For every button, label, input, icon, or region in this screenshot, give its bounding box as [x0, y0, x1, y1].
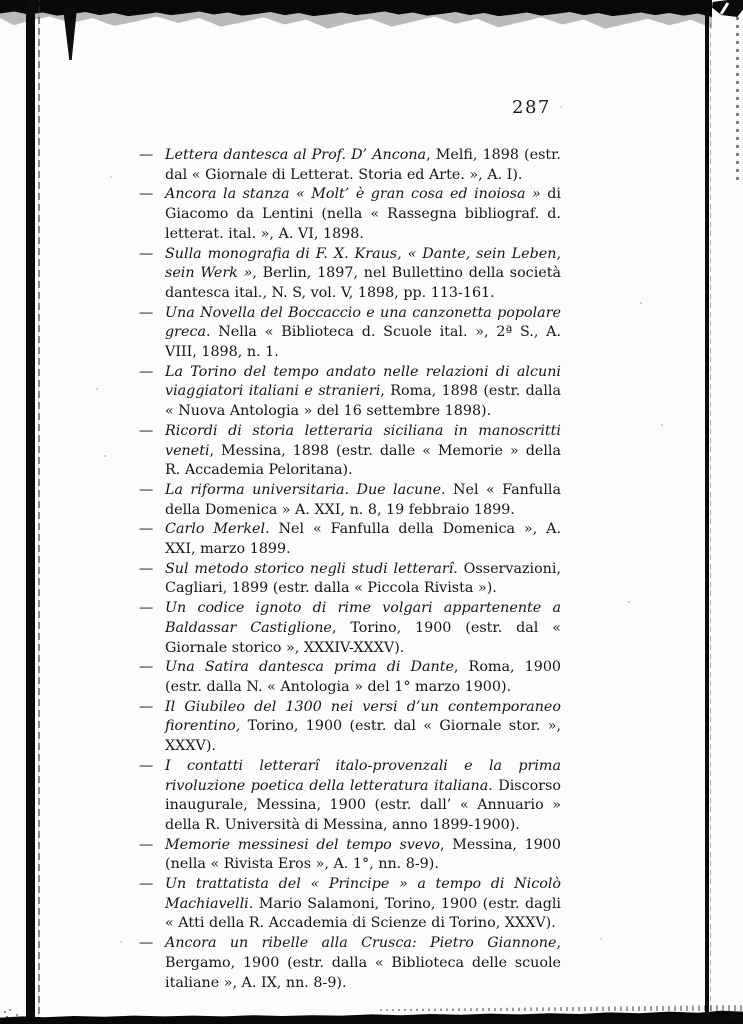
- entry-details: Torino, 1900 (estr. dal « Giornale stor. », XXXV).: [165, 718, 561, 755]
- entry-title: Sulla monografia di F. X. Kraus, « Dante, sein Leben, sein Werk »: [165, 245, 561, 282]
- entry-dash: —: [139, 600, 154, 617]
- entry-dash: —: [139, 876, 154, 893]
- entry-dash: —: [139, 560, 154, 577]
- entry-title: Una Novella del Boccaccio e una canzonetta popolare greca.: [165, 304, 561, 341]
- bibliography-entry: [139, 422, 561, 481]
- entry-title: Ancora la stanza « Molt’ è gran cosa ed inoiosa »: [165, 186, 541, 203]
- entry-details: Discorso inaugurale, Messina, 1900 (estr. dall’ « Annuario » della R. Università di Messina, anno 1899-1900).: [165, 777, 561, 833]
- bibliography-entry: [139, 520, 561, 559]
- entry-title: Memorie messinesi del tempo svevo: [165, 836, 441, 853]
- entry-title: Un trattatista del « Principe » a tempo di Nicolò Machiavelli.: [165, 876, 561, 912]
- entry-dash: —: [139, 186, 154, 203]
- entry-details: , Roma, 1898 (estr. dalla « Nuova Antologia » del 16 settembre 1898).: [165, 383, 561, 420]
- bibliography-entry: [139, 934, 561, 993]
- scan-specks: [0, 0, 2, 2]
- bibliography-entry: [139, 245, 561, 304]
- entry-title: Ricordi di storia letteraria siciliana in manoscritti veneti: [165, 422, 561, 459]
- entry-details: , Bergamo, 1900 (estr. dalla « Biblioteca delle scuole italiane », A. IX, nn. 8-9).: [165, 935, 561, 991]
- entry-details: , Messina, 1898 (estr. dalle « Memorie » della R. Accademia Peloritana).: [165, 442, 561, 479]
- entry-details: Nel « Fanfulla della Domenica », A. XXI, marzo 1899.: [165, 521, 561, 558]
- bibliography-entry: [139, 481, 561, 520]
- scan-left-gray-line: [38, 0, 40, 1014]
- bibliography-entry: [139, 698, 561, 757]
- bibliography-entry: [139, 560, 561, 599]
- scan-right-edge-dots: [736, 0, 739, 180]
- entry-title: Ancora un ribelle alla Crusca: Pietro Giannone: [165, 935, 557, 952]
- bibliography-entry: [139, 599, 561, 658]
- entry-dash: —: [139, 245, 154, 262]
- entry-dash: —: [139, 363, 154, 380]
- scan-top-streak: [63, 8, 77, 60]
- entry-title: La Torino del tempo andato nelle relazioni di alcuni viaggiatori italiani e stranieri: [165, 363, 561, 400]
- page-number: 287: [512, 97, 551, 118]
- bibliography-entry: [139, 185, 561, 244]
- bibliography-entry: [139, 658, 561, 697]
- entry-details: di Giacomo da Lentini (nella « Rassegna bibliograf. d. letterat. ital. », A. VI, 1898.: [165, 186, 561, 242]
- entry-dash: —: [139, 304, 154, 321]
- scan-left-edge-line: [26, 0, 35, 1017]
- bibliography-entry: [139, 146, 561, 185]
- bibliography-list: [139, 146, 561, 993]
- entry-dash: —: [139, 481, 154, 498]
- entry-details: , Messina, 1900 (nella « Rivista Eros », A. 1°, nn. 8-9).: [165, 836, 561, 873]
- entry-dash: —: [139, 147, 154, 163]
- bibliography-entry: [139, 304, 561, 363]
- bibliography-entry: [139, 757, 561, 836]
- scan-bottom-left-speckle: [2, 1018, 4, 1020]
- bibliography-entry: [139, 363, 561, 422]
- entry-dash: —: [139, 521, 154, 538]
- entry-title: I contatti letterarî italo-provenzali e la prima rivoluzione poetica della letteratura italiana.: [165, 757, 561, 794]
- scan-bottom-edge-noise: [380, 1005, 743, 1011]
- entry-title: Il Giubileo del 1300 nei versi d’un contemporaneo fiorentino,: [165, 698, 561, 735]
- entry-title: Una Satira dantesca prima di Dante: [165, 659, 454, 676]
- entry-title: Carlo Merkel.: [165, 521, 270, 538]
- entry-title: Lettera dantesca al Prof. D’ Ancona: [165, 147, 427, 163]
- entry-details: , Torino, 1900 (estr. dal « Giornale storico », XXXIV-XXXV).: [165, 619, 561, 656]
- entry-details: , Berlin, 1897, nel Bullettino della società dantesca ital., N. S, vol. V, 1898, pp. 113-161.: [165, 265, 561, 301]
- scan-right-edge-line: [705, 12, 709, 1024]
- entry-title: La riforma universitaria. Due lacune.: [165, 481, 446, 498]
- entry-dash: —: [139, 422, 154, 439]
- entry-details: Nella « Biblioteca d. Scuole ital. », 2ª S., A. VIII, 1898, n. 1.: [165, 324, 561, 361]
- bibliography-entry: [139, 875, 561, 934]
- entry-details: , Roma, 1900 (estr. dalla N. « Antologia » del 1° marzo 1900).: [165, 659, 562, 695]
- entry-dash: —: [139, 659, 154, 676]
- entry-details: Mario Salamoni, Torino, 1900 (estr. dagli « Atti della R. Accademia di Scienze di Torino, XXXV).: [165, 895, 561, 932]
- entry-dash: —: [139, 757, 154, 774]
- entry-details: , Melfi, 1898 (estr. dal « Giornale di Letterat. Storia ed Arte. », A. I).: [165, 147, 561, 183]
- entry-dash: —: [139, 698, 154, 715]
- bibliography-entry: [139, 836, 561, 875]
- entry-title: Un codice ignoto di rime volgari appartenente a Baldassar Castiglione: [165, 600, 561, 636]
- entry-details: Nel « Fanfulla della Domenica » A. XXI, n. 8, 19 febbraio 1899.: [165, 481, 561, 518]
- scan-right-gray-line: [710, 20, 711, 1010]
- entry-details: Osservazioni, Cagliari, 1899 (estr. dalla « Piccola Rivista »).: [165, 560, 561, 597]
- entry-dash: —: [139, 935, 154, 952]
- entry-title: Sul metodo storico negli studi letterarî.: [165, 560, 458, 577]
- entry-dash: —: [139, 836, 154, 853]
